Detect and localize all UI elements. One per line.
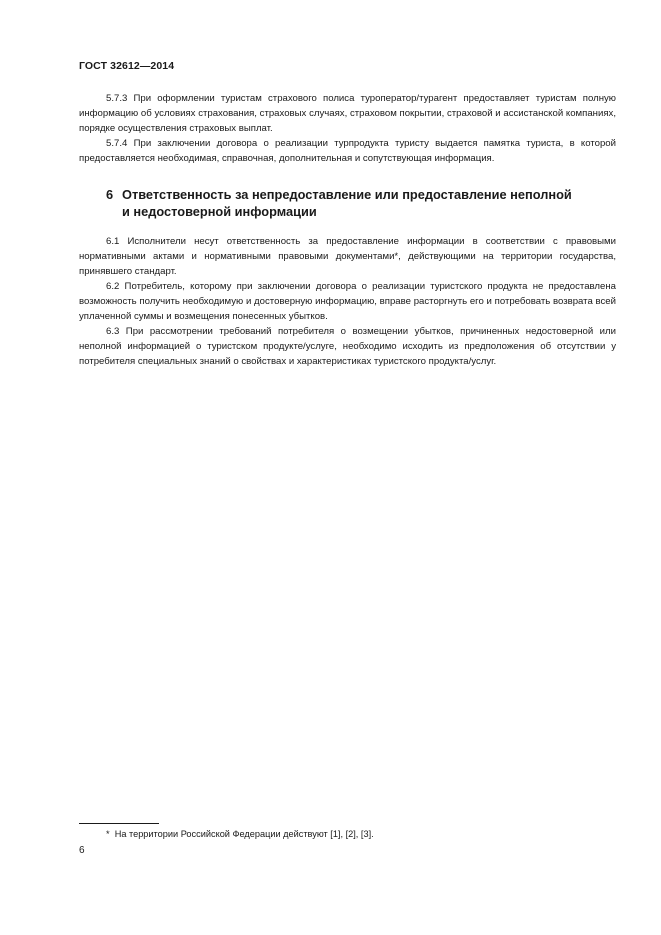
- page-number: 6: [79, 845, 85, 856]
- paragraph-5-7-4: 5.7.4 При заключении договора о реализации турпродукта туристу выдается памятка туриста, в которой предоставляется необходимая, справочная, дополнительная и сопутствующая информация.: [79, 138, 616, 164]
- footnote-marker: *: [106, 829, 110, 839]
- footnote: [106, 828, 374, 841]
- section-number: 6: [106, 187, 114, 202]
- paragraph-6-2: 6.2 Потребитель, которому при заключении договора о реализации туристского продукта не предоставлена возможность получить необходимую и достоверную информацию, вправе расторгнуть его и потребовать возврата всей уплаченной суммы и возмещения понесенных убытков.: [79, 281, 616, 322]
- section-6-title: [106, 186, 616, 220]
- section-title-line2: и недостоверной информации: [122, 204, 317, 219]
- page-body: [79, 91, 616, 369]
- footnote-text: На территории Российской Федерации действуют [1], [2], [3].: [114, 829, 374, 839]
- paragraph-5-7-3: 5.7.3 При оформлении туристам страхового полиса туроператор/турагент предоставляет туристам полную информацию об условиях страхования, страховых случаях, страховом покрытии, страховой и ассистанской компаниях, порядке осуществления страховых выплат.: [79, 93, 616, 134]
- paragraph-6-1: 6.1 Исполнители несут ответственность за предоставление информации в соответствии с правовыми нормативными актами и нормативными правовыми документами*, действующими на территории государства, принявшего стандарт.: [79, 236, 616, 277]
- paragraph-6-3: 6.3 При рассмотрении требований потребителя о возмещении убытков, причиненных недостоверной или неполной информацией о туристском продукте/услуге, необходимо исходить из предположения об отсутствии у потребителя специальных знаний о свойствах и характеристиках туристского продукта/услуг.: [79, 326, 616, 367]
- section-title-line1: Ответственность за непредоставление или предоставление неполной: [122, 187, 572, 202]
- document-header: ГОСТ 32612—2014: [79, 60, 175, 72]
- footnote-divider: [79, 823, 159, 824]
